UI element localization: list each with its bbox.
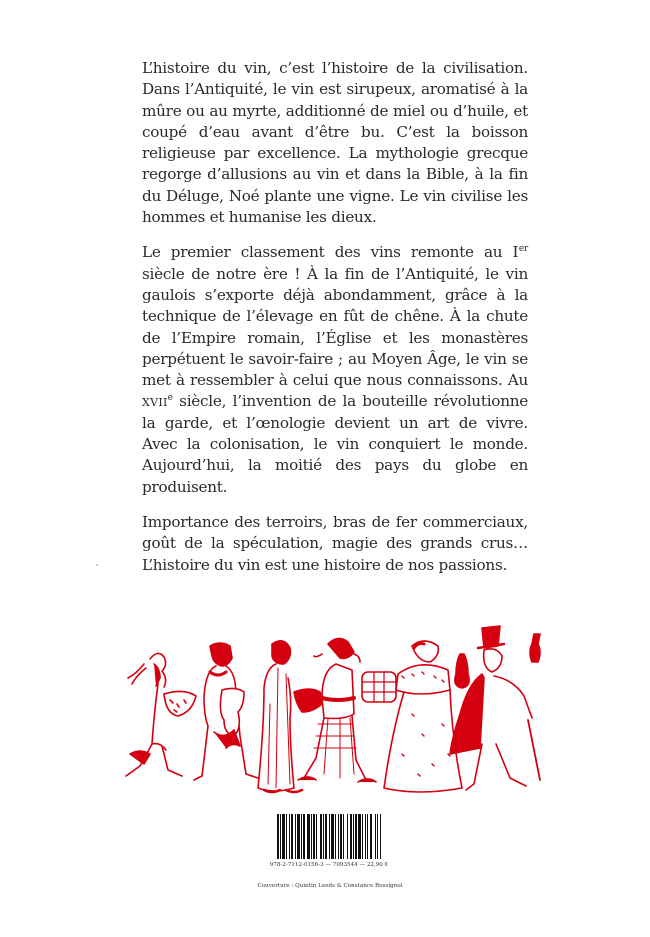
cover-credit: Couverture : Quintin Leeds & Constance Rossignol — [257, 883, 403, 889]
wine-history-figures-illustration — [122, 624, 542, 804]
paragraph-2 — [142, 242, 528, 498]
figure-egyptian — [194, 643, 258, 780]
isbn-barcode — [258, 814, 400, 859]
paragraph-1: L’histoire du vin, c’est l’histoire de la civilisation. Dans l’Antiquité, le vin est sirupeux, aromatisé à la mûre ou au myrte, additionné de miel ou d’huile, et coupé d’eau avant d’être bu. C’est la boisson religieuse par excellence. La mythologie grecque regorge d’allusions au vin et dans la Bible, à la fin du Déluge, Noé plante une vigne. Le vin civilise les hommes et humanise les dieux. — [142, 59, 528, 227]
paragraph-3: Importance des terroirs, bras de fer commerciaux, goût de la spéculation, magie des grands crus… L’histoire du vin est une histoire de nos passions. — [142, 512, 528, 574]
print-speck — [96, 564, 98, 566]
paragraph-2-part3: siècle, l’invention de la bouteille révolutionne la garde, et l’œnologie devient un art de vivre. Avec la colonisation, le vin conquiert le monde. Aujourd’hui, la moitié des pays du globe en produisent. — [142, 392, 528, 496]
ordinal-suffix-1: er — [518, 244, 528, 255]
figure-monk — [384, 641, 469, 792]
paragraph-2-part2: siècle de notre ère ! À la fin de l’Antiquité, le vin gaulois s’exporte déjà abondamment, grâce à la technique de l’élevage en fût de chêne. À la chute de l’Empire romain, l’Église et les monastères perpétuent le savoir-faire ; au Moyen Âge, le vin se met à ressembler à celui que nous connaissons. Au — [142, 264, 528, 390]
figure-bearded-ancient — [126, 653, 196, 776]
century-numeral-1: I — [512, 243, 519, 262]
figure-greek-woman — [258, 641, 324, 792]
figure-gentleman — [450, 626, 540, 790]
barcode-space — [381, 814, 382, 859]
ordinal-suffix-2: e — [167, 393, 173, 404]
barcode-block — [258, 814, 400, 868]
back-cover-text — [142, 58, 528, 590]
paragraph-2-part1: Le premier classement des vins remonte au — [142, 243, 513, 262]
century-numeral-2: xvii — [142, 392, 168, 411]
isbn-price-caption: 978-2-7112-0156-3 — 7093544 — 22,90 € — [269, 862, 389, 868]
